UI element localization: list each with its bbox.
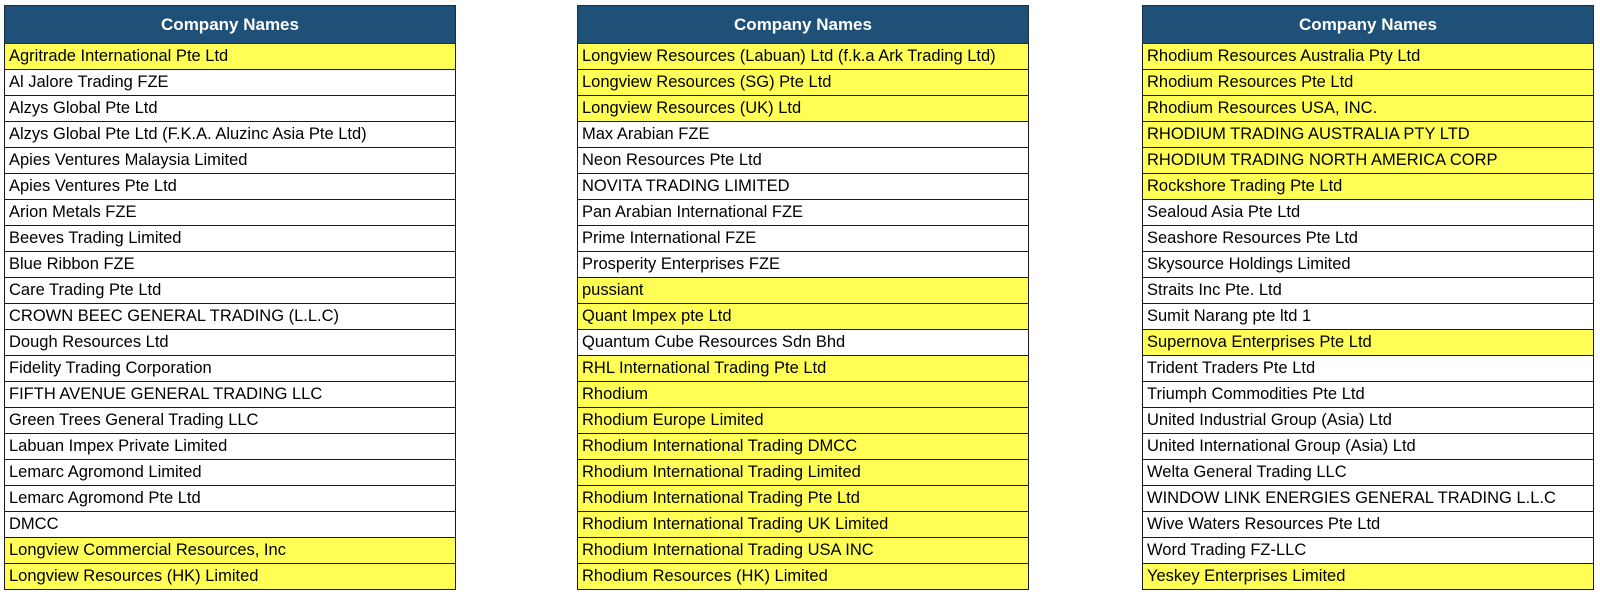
- company-name-cell[interactable]: Max Arabian FZE: [578, 122, 1029, 148]
- company-name-cell[interactable]: Quantum Cube Resources Sdn Bhd: [578, 330, 1029, 356]
- company-name-cell[interactable]: Prime International FZE: [578, 226, 1029, 252]
- company-name-cell[interactable]: Care Trading Pte Ltd: [5, 278, 456, 304]
- table-row: [1143, 330, 1594, 356]
- company-name-cell[interactable]: Al Jalore Trading FZE: [5, 70, 456, 96]
- column-header: Company Names: [5, 6, 456, 44]
- company-name-cell[interactable]: Rhodium International Trading USA INC: [578, 538, 1029, 564]
- company-name-cell[interactable]: Rhodium International Trading Limited: [578, 460, 1029, 486]
- table-row: [5, 460, 456, 486]
- table-row: [1143, 200, 1594, 226]
- company-name-cell[interactable]: Lemarc Agromond Limited: [5, 460, 456, 486]
- company-names-table-1: [4, 5, 456, 590]
- company-name-cell[interactable]: Sealoud Asia Pte Ltd: [1143, 200, 1594, 226]
- company-name-cell[interactable]: WINDOW LINK ENERGIES GENERAL TRADING L.L.C: [1143, 486, 1594, 512]
- header-row: [578, 6, 1029, 44]
- table-row: [1143, 356, 1594, 382]
- company-name-cell[interactable]: Seashore Resources Pte Ltd: [1143, 226, 1594, 252]
- table-row: [1143, 226, 1594, 252]
- company-name-cell[interactable]: Rhodium Europe Limited: [578, 408, 1029, 434]
- table-row: [1143, 304, 1594, 330]
- table-row: [5, 408, 456, 434]
- table-row: [1143, 486, 1594, 512]
- company-name-cell[interactable]: Prosperity Enterprises FZE: [578, 252, 1029, 278]
- table-row: [5, 122, 456, 148]
- company-name-cell[interactable]: Apies Ventures Pte Ltd: [5, 174, 456, 200]
- company-name-cell[interactable]: Rockshore Trading Pte Ltd: [1143, 174, 1594, 200]
- table-row: [5, 200, 456, 226]
- company-names-table-3: [1142, 5, 1594, 590]
- table-row: [5, 44, 456, 70]
- table-row: [578, 356, 1029, 382]
- company-name-cell[interactable]: Dough Resources Ltd: [5, 330, 456, 356]
- table-row: [1143, 512, 1594, 538]
- company-name-cell[interactable]: Pan Arabian International FZE: [578, 200, 1029, 226]
- table-row: [1143, 408, 1594, 434]
- company-name-cell[interactable]: RHL International Trading Pte Ltd: [578, 356, 1029, 382]
- table-row: [578, 200, 1029, 226]
- company-name-cell[interactable]: Arion Metals FZE: [5, 200, 456, 226]
- table-row: [1143, 538, 1594, 564]
- company-name-cell[interactable]: Fidelity Trading Corporation: [5, 356, 456, 382]
- column-header: Company Names: [1143, 6, 1594, 44]
- table-row: [1143, 174, 1594, 200]
- company-name-cell[interactable]: Skysource Holdings Limited: [1143, 252, 1594, 278]
- table-row: [5, 174, 456, 200]
- table-row: [1143, 382, 1594, 408]
- table-row: [578, 122, 1029, 148]
- company-name-cell[interactable]: DMCC: [5, 512, 456, 538]
- table-row: [1143, 278, 1594, 304]
- company-name-cell[interactable]: Word Trading FZ-LLC: [1143, 538, 1594, 564]
- company-name-cell[interactable]: FIFTH AVENUE GENERAL TRADING LLC: [5, 382, 456, 408]
- table-row: [578, 174, 1029, 200]
- company-name-cell[interactable]: Quant Impex pte Ltd: [578, 304, 1029, 330]
- table-row: [578, 434, 1029, 460]
- company-name-cell[interactable]: United International Group (Asia) Ltd: [1143, 434, 1594, 460]
- table-row: [578, 564, 1029, 590]
- table-row: [5, 96, 456, 122]
- company-name-cell[interactable]: Rhodium International Trading UK Limited: [578, 512, 1029, 538]
- company-name-cell[interactable]: Longview Resources (UK) Ltd: [578, 96, 1029, 122]
- table-row: [5, 70, 456, 96]
- table-row: [5, 330, 456, 356]
- table-row: [5, 512, 456, 538]
- company-name-cell[interactable]: Labuan Impex Private Limited: [5, 434, 456, 460]
- company-name-cell[interactable]: Beeves Trading Limited: [5, 226, 456, 252]
- table-row: [578, 512, 1029, 538]
- company-name-cell[interactable]: Rhodium Resources USA, INC.: [1143, 96, 1594, 122]
- company-name-cell[interactable]: pussiant: [578, 278, 1029, 304]
- table-row: [1143, 252, 1594, 278]
- company-name-cell[interactable]: Triumph Commodities Pte Ltd: [1143, 382, 1594, 408]
- company-name-cell[interactable]: Supernova Enterprises Pte Ltd: [1143, 330, 1594, 356]
- table-row: [1143, 122, 1594, 148]
- company-name-cell[interactable]: Neon Resources Pte Ltd: [578, 148, 1029, 174]
- company-name-cell[interactable]: Agritrade International Pte Ltd: [5, 44, 456, 70]
- table-row: [578, 148, 1029, 174]
- table-row: [5, 148, 456, 174]
- company-name-cell[interactable]: Yeskey Enterprises Limited: [1143, 564, 1594, 590]
- company-name-cell[interactable]: Sumit Narang pte ltd 1: [1143, 304, 1594, 330]
- table-row: [5, 382, 456, 408]
- table-row: [578, 278, 1029, 304]
- company-name-cell[interactable]: Longview Resources (SG) Pte Ltd: [578, 70, 1029, 96]
- table-row: [578, 330, 1029, 356]
- header-row: [5, 6, 456, 44]
- table-row: [578, 252, 1029, 278]
- company-name-cell[interactable]: Straits Inc Pte. Ltd: [1143, 278, 1594, 304]
- company-name-cell[interactable]: Welta General Trading LLC: [1143, 460, 1594, 486]
- table-row: [578, 408, 1029, 434]
- table-row: [1143, 564, 1594, 590]
- company-name-cell[interactable]: Longview Resources (HK) Limited: [5, 564, 456, 590]
- table-row: [578, 382, 1029, 408]
- company-name-cell[interactable]: Alzys Global Pte Ltd: [5, 96, 456, 122]
- company-names-table-2: [577, 5, 1029, 590]
- company-name-cell[interactable]: Rhodium Resources (HK) Limited: [578, 564, 1029, 590]
- company-name-cell[interactable]: Rhodium Resources Pte Ltd: [1143, 70, 1594, 96]
- table-row: [578, 304, 1029, 330]
- table-row: [1143, 96, 1594, 122]
- table-row: [1143, 434, 1594, 460]
- table-row: [578, 96, 1029, 122]
- table-row: [5, 252, 456, 278]
- table-row: [1143, 148, 1594, 174]
- column-header: Company Names: [578, 6, 1029, 44]
- table-row: [578, 44, 1029, 70]
- company-name-cell[interactable]: CROWN BEEC GENERAL TRADING (L.L.C): [5, 304, 456, 330]
- company-name-cell[interactable]: Lemarc Agromond Pte Ltd: [5, 486, 456, 512]
- company-name-cell[interactable]: Rhodium: [578, 382, 1029, 408]
- company-name-cell[interactable]: Green Trees General Trading LLC: [5, 408, 456, 434]
- company-name-cell[interactable]: Blue Ribbon FZE: [5, 252, 456, 278]
- table-row: [578, 538, 1029, 564]
- company-name-cell[interactable]: Rhodium Resources Australia Pty Ltd: [1143, 44, 1594, 70]
- company-name-cell[interactable]: Longview Resources (Labuan) Ltd (f.k.a Ark Trading Ltd): [578, 44, 1029, 70]
- table-row: [5, 486, 456, 512]
- table-body: [578, 44, 1029, 590]
- table-row: [5, 356, 456, 382]
- company-name-cell[interactable]: Alzys Global Pte Ltd (F.K.A. Aluzinc Asia Pte Ltd): [5, 122, 456, 148]
- company-name-cell[interactable]: Rhodium International Trading Pte Ltd: [578, 486, 1029, 512]
- company-name-cell[interactable]: Wive Waters Resources Pte Ltd: [1143, 512, 1594, 538]
- company-name-cell[interactable]: Rhodium International Trading DMCC: [578, 434, 1029, 460]
- table-row: [578, 460, 1029, 486]
- table-row: [1143, 70, 1594, 96]
- table-row: [1143, 460, 1594, 486]
- table-row: [5, 564, 456, 590]
- table-row: [5, 434, 456, 460]
- table-row: [1143, 44, 1594, 70]
- company-name-cell[interactable]: Apies Ventures Malaysia Limited: [5, 148, 456, 174]
- company-name-cell[interactable]: NOVITA TRADING LIMITED: [578, 174, 1029, 200]
- table-row: [5, 304, 456, 330]
- table-row: [578, 70, 1029, 96]
- table-row: [5, 226, 456, 252]
- table-row: [5, 538, 456, 564]
- company-name-cell[interactable]: RHODIUM TRADING AUSTRALIA PTY LTD: [1143, 122, 1594, 148]
- table-body: [5, 44, 456, 590]
- company-name-cell[interactable]: Longview Commercial Resources, Inc: [5, 538, 456, 564]
- company-name-cell[interactable]: United Industrial Group (Asia) Ltd: [1143, 408, 1594, 434]
- table-row: [578, 486, 1029, 512]
- company-name-cell[interactable]: RHODIUM TRADING NORTH AMERICA CORP: [1143, 148, 1594, 174]
- company-name-cell[interactable]: Trident Traders Pte Ltd: [1143, 356, 1594, 382]
- table-row: [578, 226, 1029, 252]
- table-body: [1143, 44, 1594, 590]
- table-row: [5, 278, 456, 304]
- header-row: [1143, 6, 1594, 44]
